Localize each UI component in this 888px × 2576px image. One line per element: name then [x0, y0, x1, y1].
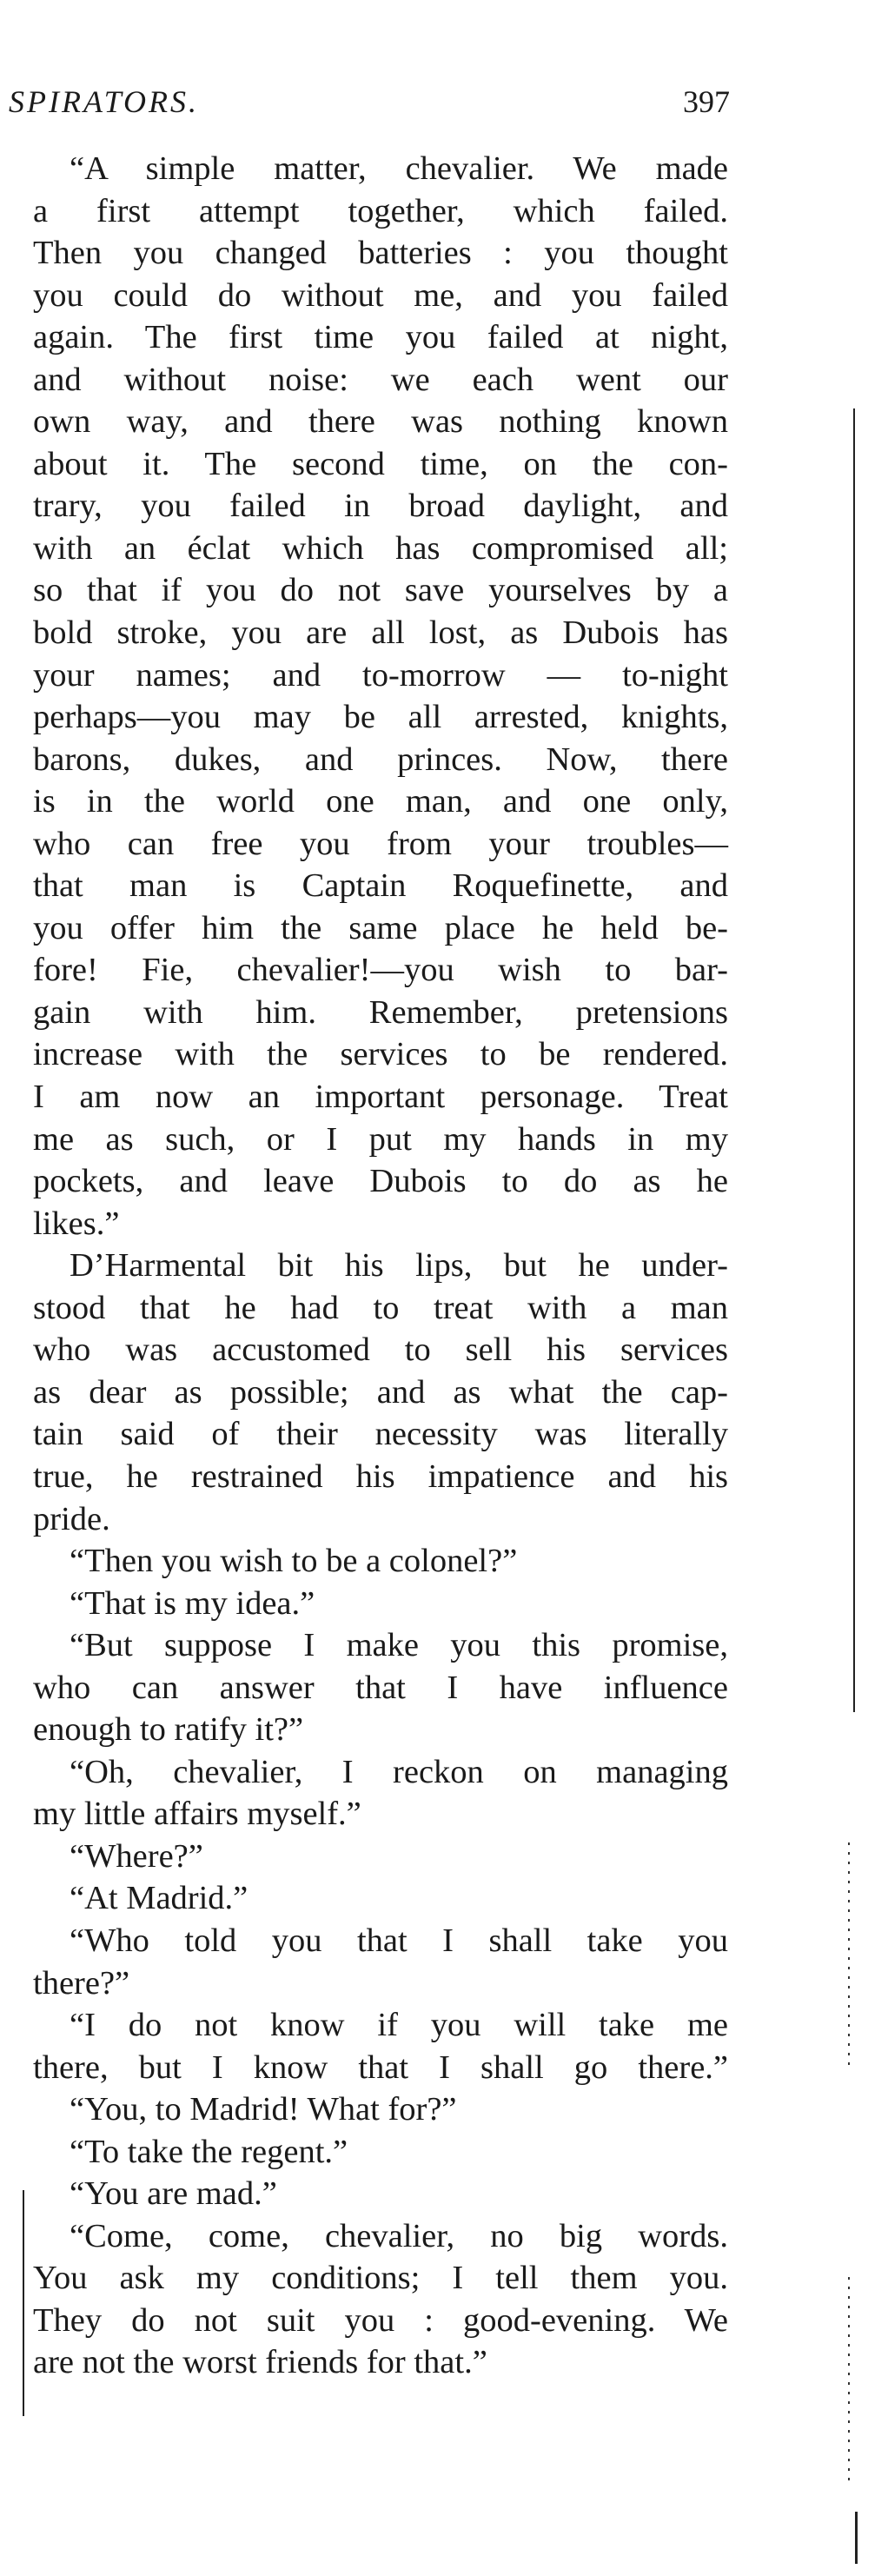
text-line: bold stroke, you are all lost, as Dubois has: [33, 614, 728, 652]
text-line: there?”: [33, 1964, 130, 2002]
text-line: own way, and there was nothing known: [33, 403, 728, 441]
text-line: “A simple matter, chevalier. We made: [70, 150, 728, 187]
text-line: “Where?”: [70, 1837, 203, 1875]
text-line: who was accustomed to sell his services: [33, 1331, 728, 1369]
text-line: “To take the regent.”: [70, 2133, 348, 2170]
text-line: D’Harmental bit his lips, but he under-: [70, 1247, 728, 1285]
body-text: [33, 148, 728, 2384]
text-line: You ask my conditions; I tell them you.: [33, 2260, 728, 2297]
text-line: my little affairs myself.”: [33, 1796, 361, 1833]
text-line: “That is my idea.”: [70, 1584, 315, 1622]
text-line: I am now an important personage. Treat: [33, 1079, 728, 1116]
text-line: you could do without me, and you failed: [33, 276, 728, 314]
text-line: “You, to Madrid! What for?”: [70, 2091, 457, 2128]
text-line: is in the world one man, and one only,: [33, 783, 728, 820]
text-line: increase with the services to be rendered.: [33, 1036, 728, 1073]
text-line: who can free you from your troubles—: [33, 825, 728, 862]
text-line: fore! Fie, chevalier!—you wish to bar-: [33, 952, 728, 989]
running-title: SPIRATORS.: [9, 84, 199, 119]
text-line: Then you changed batteries : you thought: [33, 235, 728, 272]
page-number: 397: [683, 84, 730, 119]
margin-rule: [855, 2512, 858, 2564]
text-line: “At Madrid.”: [70, 1880, 249, 1917]
scan-artifact: [848, 2277, 850, 2486]
text-line: so that if you do not save yourselves by a: [33, 572, 728, 609]
text-line: that man is Captain Roquefinette, and: [33, 867, 728, 905]
text-line: with an éclat which has compromised all;: [33, 529, 728, 567]
text-line: perhaps—you may be all arrested, knights,: [33, 699, 728, 736]
text-line: stood that he had to treat with a man: [33, 1289, 728, 1326]
page-header: [9, 83, 730, 127]
text-line: “But suppose I make you this promise,: [70, 1627, 728, 1664]
text-line: barons, dukes, and princes. Now, there: [33, 740, 728, 778]
text-line: who can answer that I have influence: [33, 1669, 728, 1706]
text-line: as dear as possible; and as what the cap-: [33, 1373, 728, 1411]
text-line: you offer him the same place he held be-: [33, 909, 728, 946]
text-line: gain with him. Remember, pretensions: [33, 993, 728, 1031]
text-line: trary, you failed in broad daylight, and: [33, 488, 728, 525]
text-line: They do not suit you : good-evening. We: [33, 2301, 728, 2339]
text-line: true, he restrained his impatience and his: [33, 1457, 728, 1495]
text-line: there, but I know that I shall go there.”: [33, 2048, 728, 2086]
text-line: “I do not know if you will take me: [70, 2007, 728, 2044]
text-line: again. The first time you failed at night,: [33, 319, 728, 356]
text-line: “Who told you that I shall take you: [70, 1922, 728, 1959]
text-line: about it. The second time, on the con-: [33, 445, 728, 482]
text-line: likes.”: [33, 1205, 120, 1242]
text-line: pride.: [33, 1500, 110, 1537]
text-line: your names; and to-morrow — to-night: [33, 656, 728, 694]
text-line: and without noise: we each went our: [33, 361, 728, 398]
text-line: pockets, and leave Dubois to do as he: [33, 1163, 728, 1200]
margin-rule: [853, 408, 855, 1712]
text-line: me as such, or I put my hands in my: [33, 1120, 728, 1158]
text-line: a first attempt together, which failed.: [33, 192, 728, 229]
text-line: tain said of their necessity was literally: [33, 1416, 728, 1453]
text-line: are not the worst friends for that.”: [33, 2344, 487, 2381]
scan-artifact: [848, 1842, 850, 2068]
text-line: “Come, come, chevalier, no big words.: [70, 2217, 728, 2254]
text-line: enough to ratify it?”: [33, 1711, 304, 1749]
text-line: “Then you wish to be a colonel?”: [70, 1543, 518, 1580]
margin-rule: [23, 2190, 24, 2416]
text-line: “Oh, chevalier, I reckon on managing: [70, 1753, 728, 1790]
text-line: “You are mad.”: [70, 2175, 277, 2213]
